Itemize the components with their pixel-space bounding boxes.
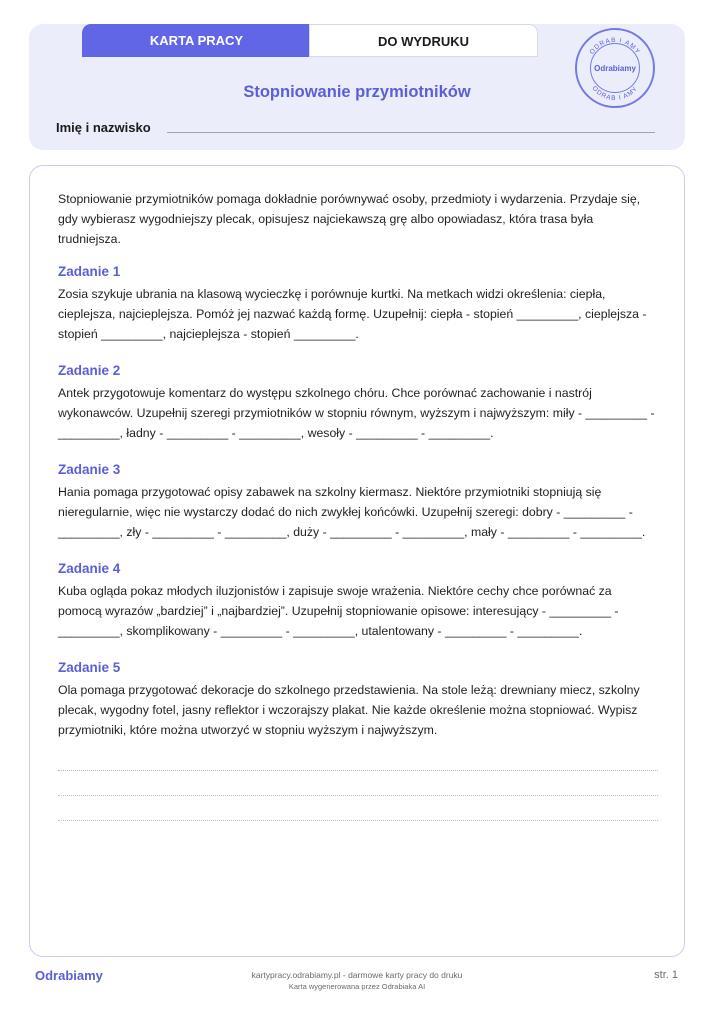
intro-text: Stopniowanie przymiotników pomaga dokładnie porównywać osoby, przedmioty i wydarzenia. Przydaje się, gdy wybierasz wygodniejszy plecak, opisujesz najciekawszą grę albo opowiadasz, która trasa była trudniejsza. [58,192,641,246]
worksheet-header [29,24,685,150]
answer-lines [58,746,658,821]
task-title: Zadanie 3 [58,462,121,477]
task-title: Zadanie 5 [58,660,121,675]
task-title: Zadanie 4 [58,561,121,576]
stamp-ring-top-text: ODRAB I AMY [588,36,642,56]
task-1 [58,263,658,344]
page-title: Stopniowanie przymiotników [243,83,471,101]
answer-line[interactable] [58,771,658,796]
name-label: Imię i nazwisko [56,120,151,135]
footer-brand: Odrabiamy [35,968,103,983]
task-2 [58,362,658,443]
task-title: Zadanie 1 [58,264,121,279]
task-4 [58,560,658,641]
task-text: Hania pomaga przygotować opisy zabawek na szkolny kiermasz. Niektóre przymiotniki stopniują się nieregularnie, więc nie wystarczy dodać do nich zwykłej końcówki. Uzupełnij szeregi: dobry - _________ - _________, zły - _________ - _________, duży - _________ - _________, mały - _________ - _________. [58,485,646,539]
task-text: Kuba ogląda pokaz młodych iluzjonistów i zapisuje swoje wrażenia. Niektóre cechy chce porównać za pomocą wyrazów „bardziej” i „najbardziej”. Uzupełnij stopniowanie opisowe: interesujący - _________ - _________, skomplikowany - _________ - _________, utalentowany - _________ - _________. [58,584,619,638]
answer-line[interactable] [58,746,658,771]
name-field-line[interactable] [167,132,655,133]
task-title: Zadanie 2 [58,363,121,378]
task-5 [58,659,658,821]
tab-print[interactable]: DO WYDRUKU [309,24,538,57]
page-number: str. 1 [654,969,678,981]
tab-worksheet[interactable]: KARTA PRACY [82,24,311,57]
stamp-center-text: Odrabiamy [594,63,636,73]
stamp-ring-bottom-text: ODRAB I AMY [590,84,640,103]
task-3 [58,461,658,542]
answer-line[interactable] [58,796,658,821]
task-text: Zosia szykuje ubrania na klasową wycieczkę i porównuje kurtki. Na metkach widzi określenia: ciepła, cieplejsza, najcieplejsza. Pomóż jej nazwać każdą formę. Uzupełnij: ciepła - stopień _________, cieplejsza - stopień _________, najcieplejsza - stopień _________. [58,287,647,341]
task-text: Antek przygotowuje komentarz do występu szkolnego chóru. Chce porównać zachowanie i nastrój wykonawców. Uzupełnij szeregi przymiotników w stopniu równym, wyższym i najwyższym: miły - _________ - _________, ładny - _________ - _________, wesoły - _________ - _________. [58,386,655,440]
task-text: Ola pomaga przygotować dekoracje do szkolnego przedstawienia. Na stole leżą: drewniany miecz, szkolny plecak, wygodny fotel, jasny reflektor i wczorajszy plakat. Nie każde określenie można stopniować. Wypisz przymiotniki, które można utworzyć w stopniu wyższym i najwyższym. [58,683,640,737]
footer-site-link[interactable]: kartypracy.odrabiamy.pl - darmowe karty pracy do druku [251,970,463,980]
footer-info [157,969,557,992]
footer-generated-note: Karta wygenerowana przez Odrabiaka AI [288,982,426,991]
worksheet-content [58,189,658,821]
